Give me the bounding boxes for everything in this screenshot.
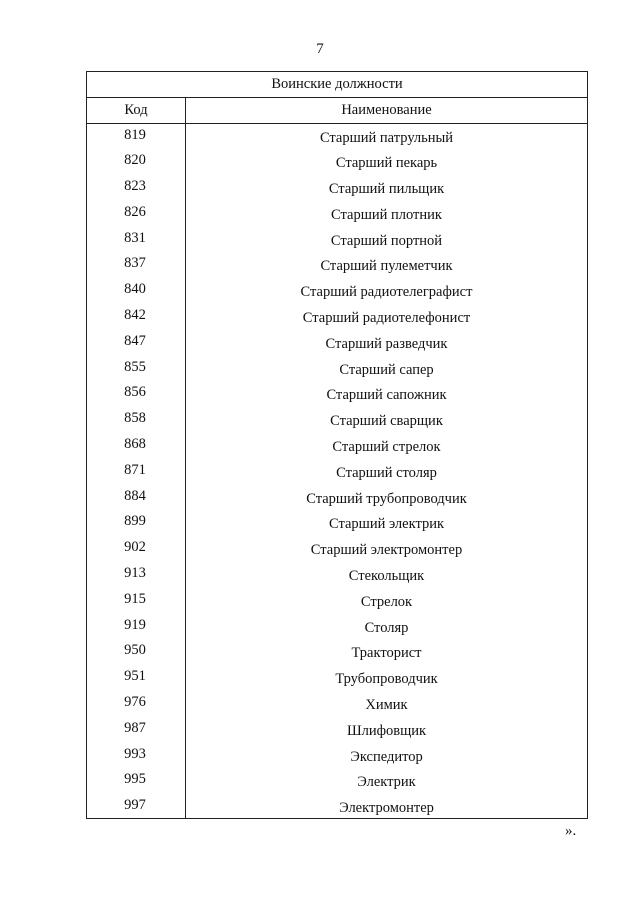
- table-row: [87, 768, 588, 794]
- position-code: 913: [87, 562, 186, 588]
- position-name: Старший электромонтер: [186, 536, 588, 562]
- position-code: 847: [87, 330, 186, 356]
- table-row: [87, 639, 588, 665]
- table-row: [87, 381, 588, 407]
- position-name: Стрелок: [186, 588, 588, 614]
- table-row: [87, 459, 588, 485]
- position-name: Старший радиотелеграфист: [186, 278, 588, 304]
- position-name: Тракторист: [186, 639, 588, 665]
- position-code: 856: [87, 381, 186, 407]
- position-code: 915: [87, 588, 186, 614]
- position-code: 919: [87, 614, 186, 640]
- position-name: Трубопроводчик: [186, 665, 588, 691]
- position-name: Старший пекарь: [186, 149, 588, 175]
- position-code: 842: [87, 304, 186, 330]
- table-body: [87, 124, 588, 819]
- military-positions-table: [86, 71, 588, 819]
- column-header-code: Код: [87, 98, 186, 124]
- position-name: Старший плотник: [186, 201, 588, 227]
- position-code: 987: [87, 717, 186, 743]
- position-code: 840: [87, 278, 186, 304]
- table-row: [87, 485, 588, 511]
- position-code: 820: [87, 149, 186, 175]
- table-row: [87, 278, 588, 304]
- position-name: Экспедитор: [186, 743, 588, 769]
- position-code: 951: [87, 665, 186, 691]
- table-row: [87, 149, 588, 175]
- page-number: 7: [316, 41, 324, 57]
- position-code: 976: [87, 691, 186, 717]
- table-header-row: [87, 98, 588, 124]
- table-row: [87, 717, 588, 743]
- table-row: [87, 201, 588, 227]
- position-code: 995: [87, 768, 186, 794]
- table-row: [87, 588, 588, 614]
- position-code: 855: [87, 356, 186, 382]
- position-name: Старший стрелок: [186, 433, 588, 459]
- position-code: 837: [87, 252, 186, 278]
- position-code: 819: [87, 124, 186, 150]
- table-row: [87, 252, 588, 278]
- table-row: [87, 304, 588, 330]
- table-row: [87, 175, 588, 201]
- position-name: Химик: [186, 691, 588, 717]
- military-positions-table-container: [86, 71, 587, 819]
- table-row: [87, 562, 588, 588]
- position-code: 950: [87, 639, 186, 665]
- position-code: 831: [87, 227, 186, 253]
- table-row: [87, 330, 588, 356]
- position-code: 997: [87, 794, 186, 818]
- table-row: [87, 743, 588, 769]
- table-row: [87, 536, 588, 562]
- position-name: Старший сапер: [186, 356, 588, 382]
- table-title: Воинские должности: [87, 72, 588, 98]
- position-name: Старший столяр: [186, 459, 588, 485]
- position-code: 993: [87, 743, 186, 769]
- position-name: Столяр: [186, 614, 588, 640]
- position-name: Старший патрульный: [186, 124, 588, 150]
- position-code: 884: [87, 485, 186, 511]
- position-name: Старший электрик: [186, 510, 588, 536]
- table-row: [87, 407, 588, 433]
- table-row: [87, 356, 588, 382]
- position-name: Старший сварщик: [186, 407, 588, 433]
- position-name: Электрик: [186, 768, 588, 794]
- position-name: Старший пильщик: [186, 175, 588, 201]
- table-row: [87, 614, 588, 640]
- position-code: 899: [87, 510, 186, 536]
- column-header-name: Наименование: [186, 98, 588, 124]
- position-name: Электромонтер: [186, 794, 588, 818]
- position-code: 868: [87, 433, 186, 459]
- position-name: Старший портной: [186, 227, 588, 253]
- table-row: [87, 227, 588, 253]
- position-name: Старший сапожник: [186, 381, 588, 407]
- position-name: Старший трубопроводчик: [186, 485, 588, 511]
- table-row: [87, 691, 588, 717]
- position-code: 823: [87, 175, 186, 201]
- table-row: [87, 665, 588, 691]
- position-name: Стекольщик: [186, 562, 588, 588]
- table-title-row: [87, 72, 588, 98]
- table-row: [87, 433, 588, 459]
- position-name: Старший радиотелефонист: [186, 304, 588, 330]
- table-row: [87, 510, 588, 536]
- position-name: Старший пулеметчик: [186, 252, 588, 278]
- position-name: Шлифовщик: [186, 717, 588, 743]
- position-code: 871: [87, 459, 186, 485]
- closing-quote-mark: ».: [565, 823, 577, 839]
- position-code: 902: [87, 536, 186, 562]
- table-row: [87, 794, 588, 818]
- position-code: 858: [87, 407, 186, 433]
- position-code: 826: [87, 201, 186, 227]
- table-row: [87, 124, 588, 150]
- position-name: Старший разведчик: [186, 330, 588, 356]
